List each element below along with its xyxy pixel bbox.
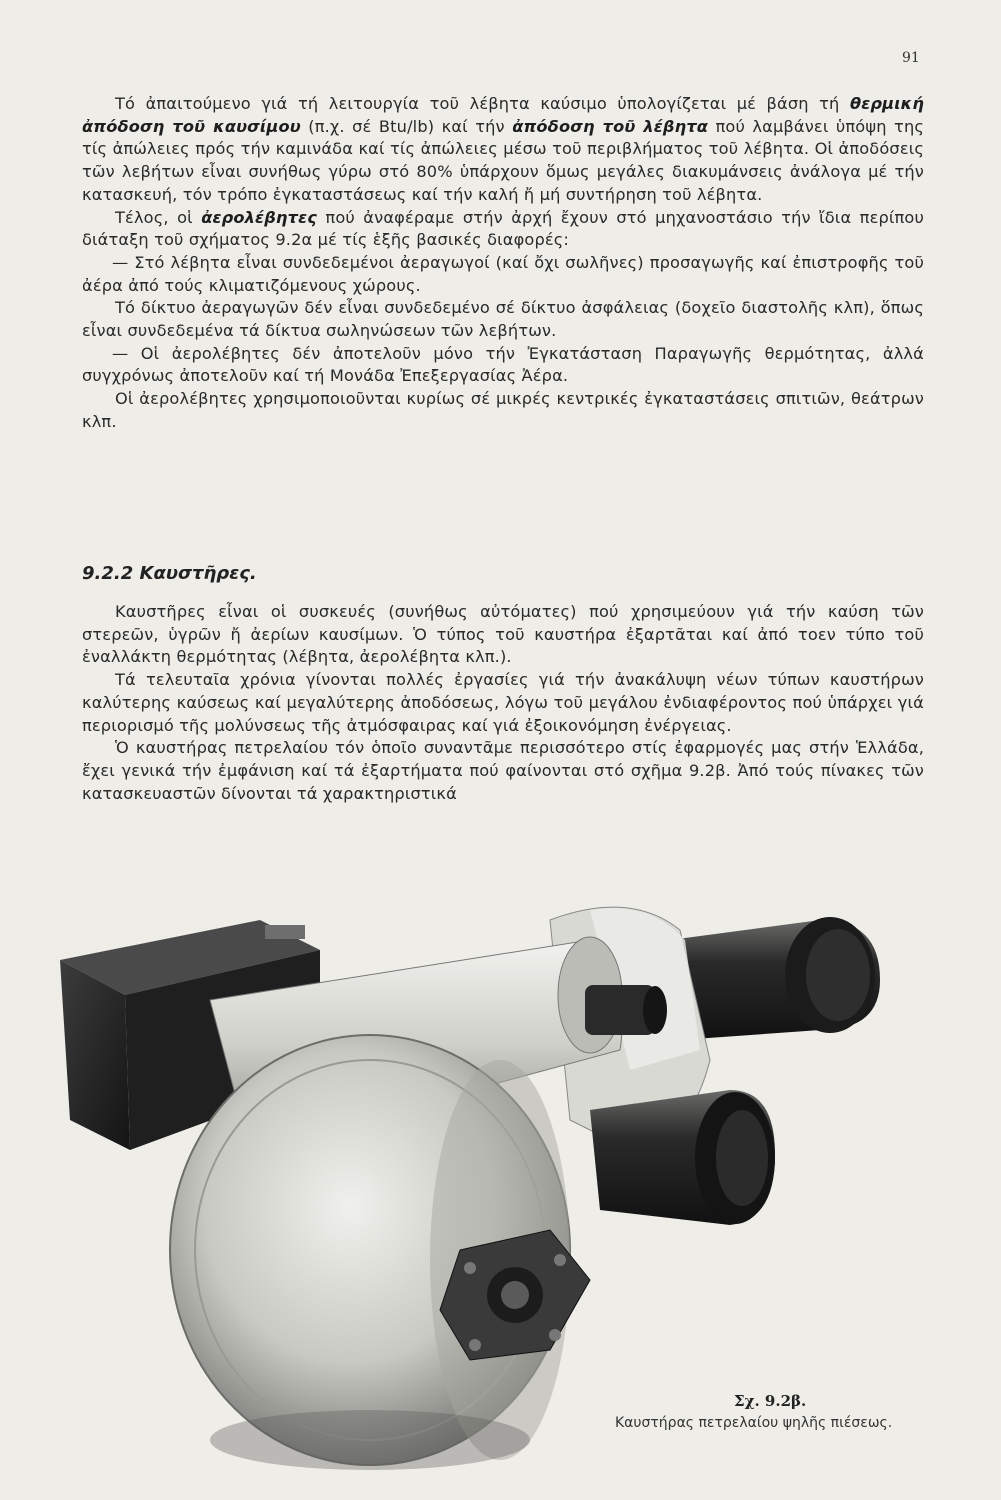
burner-figure [30, 880, 960, 1500]
body-text-top [82, 93, 924, 434]
body-text-bottom [82, 601, 924, 805]
list-item: — Στό λέβητα εἶναι συνδεδεμένοι ἀεραγωγοί (καί ὄχι σωλῆνες) προσαγωγῆς καί ἐπιστροφῆς τοῦ ἀέρα ἀπό τούς κλιματιζόμενους χώρους. [82, 252, 924, 295]
list-item: — Οἱ ἀερολέβητες δέν ἀποτελοῦν μόνο τήν Ἐγκατάσταση Παραγωγῆς θερμότητας, ἀλλά συγχρόνως ἀποτελοῦν καί τή Μονάδα Ἐπεξεργασίας Ἀέρα. [82, 343, 924, 386]
paragraph: Ὁ καυστήρας πετρελαίου τόν ὁποῖο συναντᾶμε περισσότερο στίς ἐφαρμογές μας στήν Ἑλλάδα, ἔχει γενικά τήν ἐμφάνιση καί τά ἐξαρτήματα πού φαίνονται στό σχῆμα 9.2β. Ἀπό τούς πίνακες τῶν κατασκευαστῶν δίνονται τά χαρακτηριστικά [82, 738, 924, 803]
figure-caption-title: Σχ. 9.2β. [734, 1392, 807, 1410]
page-number: 91 [902, 50, 920, 66]
section-heading: 9.2.2 Καυστῆρες. [82, 563, 257, 584]
figure-caption-text: Καυστήρας πετρελαίου ψηλῆς πιέσεως. [615, 1415, 893, 1431]
paragraph: Τέλος, οἱ ἀερολέβητες πού ἀναφέραμε στήν ἀρχή ἔχουν στό μηχανοστάσιο τήν ἴδια περίπου διάταξη τοῦ σχήματος 9.2α μέ τίς ἑξῆς βασικές διαφορές: [82, 207, 924, 250]
fan-motor [590, 1090, 775, 1225]
solenoid-valve [585, 985, 667, 1035]
emphasis-term: ἀπόδοση τοῦ λέβητα [512, 116, 709, 136]
emphasis-term: θερμική ἀπόδοση τοῦ καυσίμου [82, 94, 924, 136]
emphasis-term: ἀερολέβητες [201, 207, 317, 227]
paragraph: Τό δίκτυο ἀεραγωγῶν δέν εἶναι συνδεδεμένο σέ δίκτυο ἀσφάλειας (δοχεῖο διαστολῆς κλπ), ὅπως εἶναι συνδεδεμένα τά δίκτυα σωληνώσεων τῶν λεβήτων. [82, 298, 924, 341]
paragraph: Τό ἀπαιτούμενο γιά τή λειτουργία τοῦ λέβητα καύσιμο ὑπολογίζεται μέ βάση τή θερμική ἀπόδοση τοῦ καυσίμου (π.χ. σέ Btu/lb) καί τήν ἀπόδοση τοῦ λέβητα πού λαμβάνει ὑπόψη της τίς ἀπώλειες πρός τήν καμινάδα καί τίς ἀπώλειες μέσω τοῦ περιβλήματος τοῦ λέβητα. Οἱ ἀποδόσεις τῶν λεβήτων εἶναι συνήθως γύρω στό 80% ὑπάρχουν ὅμως μεγάλες διακυμάνσεις ἀνάλογα μέ τήν κατασκευή, τόν τρόπο ἐγκαταστάσεως καί τήν καλή ἤ μή συντήρηση τοῦ λέβητα. [82, 94, 924, 204]
paragraph: Οἱ ἀερολέβητες χρησιμοποιοῦνται κυρίως σέ μικρές κεντρικές ἐγκαταστάσεις σπιτιῶν, θεάτρων κλπ. [82, 389, 924, 431]
paragraph: Τά τελευταῖα χρόνια γίνονται πολλές ἐργασίες γιά τήν ἀνακάλυψη νέων τύπων καυστήρων καλύτερης καύσεως καί μεγαλύτερης ἀποδόσεως, λόγω τοῦ μεγάλου ἐνδιαφέροντος πού ὑπάρχει γιά περιορισμό τῆς μολύνσεως τῆς ἀτμόσφαιρας καί γιά ἐξοικονόμηση ἐνέργειας. [82, 670, 924, 735]
paragraph: Καυστῆρες εἶναι οἱ συσκευές (συνήθως αὐτόματες) πού χρησιμεύουν γιά τήν καύση τῶν στερεῶν, ὑγρῶν ἤ ἀερίων καυσίμων. Ὁ τύπος τοῦ καυστήρα ἐξαρτᾶται καί ἀπό τοεν τύπο τοῦ ἐναλλάκτη θερμότητας (λέβητα, ἀερολέβητα κλπ.). [82, 602, 924, 667]
shadow [210, 1410, 530, 1470]
oil-burner-illustration [30, 880, 960, 1500]
